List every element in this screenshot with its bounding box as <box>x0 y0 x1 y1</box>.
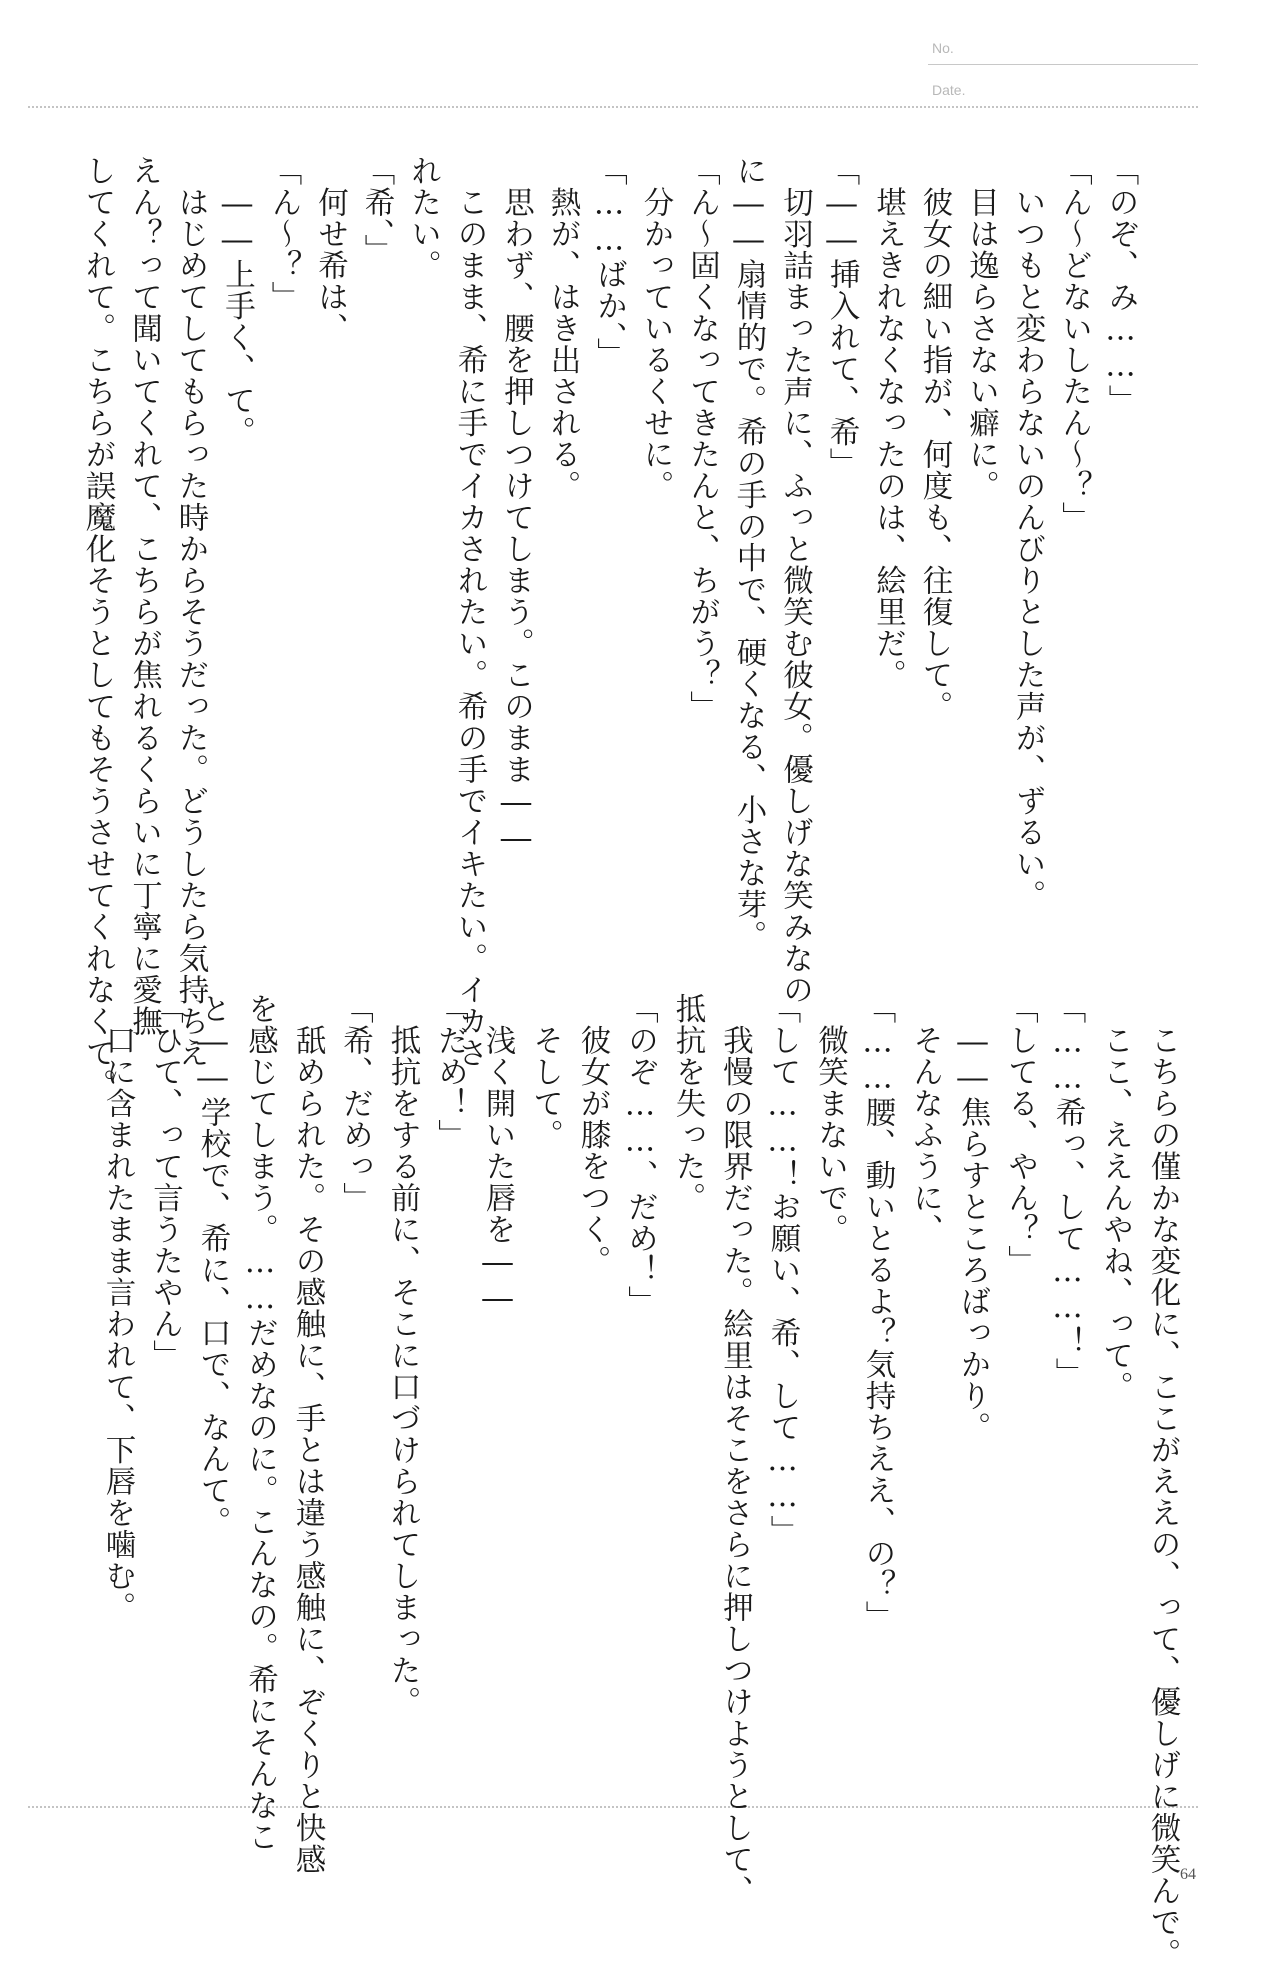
text-column: 「ん～どないしたん～？」 <box>1056 155 1092 533</box>
text-column: えん？って聞いてくれて、こちらが焦れるくらいに丁寧に愛撫 <box>126 155 162 1037</box>
text-column: 浅く開いた唇を―― <box>480 993 515 1317</box>
text-column: 「希、」 <box>359 155 394 266</box>
text-column: 分かっているくせに。 <box>638 155 673 502</box>
text-column: と――学校で、希に、口で、なんて。 <box>195 993 230 1538</box>
text-column: 口に含まれたまま言われて、下唇を噛む。 <box>100 993 135 1623</box>
text-column: 抵抗を失った。 <box>670 993 705 1214</box>
text-column: 「のぞ、み……」 <box>1103 155 1138 416</box>
text-column: 「してる、やん？」 <box>1002 993 1038 1277</box>
header-no-label: No. <box>932 40 954 56</box>
text-column: このまま、希に手でイカされたい。希の手でイキたい。イカさ <box>452 155 487 1069</box>
text-column: はじめてしてもらった時からそうだった。どうしたら気持ちえ <box>173 155 208 1069</box>
text-column: 「ひて、って言うたやん」 <box>147 993 183 1371</box>
text-column: 「ん～固くなってきたんと、ちがう？」 <box>684 155 720 722</box>
text-column: 何せ希は、 <box>312 155 348 344</box>
bottom-dotted-rule <box>28 1806 1198 1808</box>
text-column: 「して……！お願い、希、して……」 <box>765 993 800 1547</box>
text-column: に――扇情的で。希の手の中で、硬くなる、小さな芽。 <box>731 155 766 952</box>
text-column: いつもと変わらないのんびりとした声が、ずるい。 <box>1010 155 1045 911</box>
header-date-label: Date. <box>932 82 966 98</box>
text-column: 抵抗をする前に、そこに口づけられてしまった。 <box>385 993 420 1718</box>
text-column: 彼女の細い指が、何度も、往復して。 <box>917 155 952 722</box>
text-column: 彼女が膝をつく。 <box>575 993 610 1277</box>
text-column: 「……希っ、して……！」 <box>1050 993 1085 1389</box>
text-column: 「のぞ……、だめ！」 <box>622 993 658 1317</box>
text-column: を感じてしまう。……だめなのに。こんなの。希にそんなこ <box>242 993 278 1853</box>
text-column: そんなふうに、 <box>907 993 943 1245</box>
text-column: 舐められた。その感触に、手とは違う感触に、ぞくりと快感 <box>290 993 325 1875</box>
text-column: ここ、ええんやね、って。 <box>1097 993 1133 1403</box>
text-column: 思わず、腰を押しつけてしまう。このまま―― <box>498 155 534 857</box>
text-column: ――上手く、て。 <box>219 155 255 448</box>
text-column: 微笑まないで。 <box>812 993 848 1245</box>
text-column: 「希、だめっ」 <box>337 993 373 1214</box>
text-column: 切羽詰まった声に、ふっと微笑む彼女。優しげな笑みなの <box>777 155 813 1006</box>
text-column: そして。 <box>527 993 563 1151</box>
text-column: 「……腰、動いとるよ？気持ちええ、の？」 <box>860 993 895 1632</box>
text-column: 熱が、はき出される。 <box>545 155 580 502</box>
header-no-line <box>928 64 1198 65</box>
text-column: 我慢の限界だった。絵里はそこをさらに押しつけようとして、 <box>717 993 753 1907</box>
text-column: してくれて。こちらが誤魔化そうとしてもそうさせてくれなくて。 <box>80 155 115 1100</box>
text-column: 「――挿入れて、希」 <box>824 155 859 479</box>
text-column: れたい。 <box>405 155 441 281</box>
top-dotted-rule <box>28 106 1198 108</box>
page-number: 64 <box>1180 1866 1196 1883</box>
text-column: 「……ばか、」 <box>591 155 627 370</box>
text-column: 「ん～？」 <box>266 155 301 313</box>
text-column: こちらの僅かな変化に、ここがええの、って、優しげに微笑んで。 <box>1145 993 1180 1970</box>
text-column: 堪えきれなくなったのは、絵里だ。 <box>870 155 906 691</box>
text-column: ――焦らすところばっかり。 <box>955 993 990 1443</box>
text-column: 目は逸らさない癖に。 <box>963 155 999 502</box>
text-column: 「だめ！」 <box>432 993 468 1151</box>
